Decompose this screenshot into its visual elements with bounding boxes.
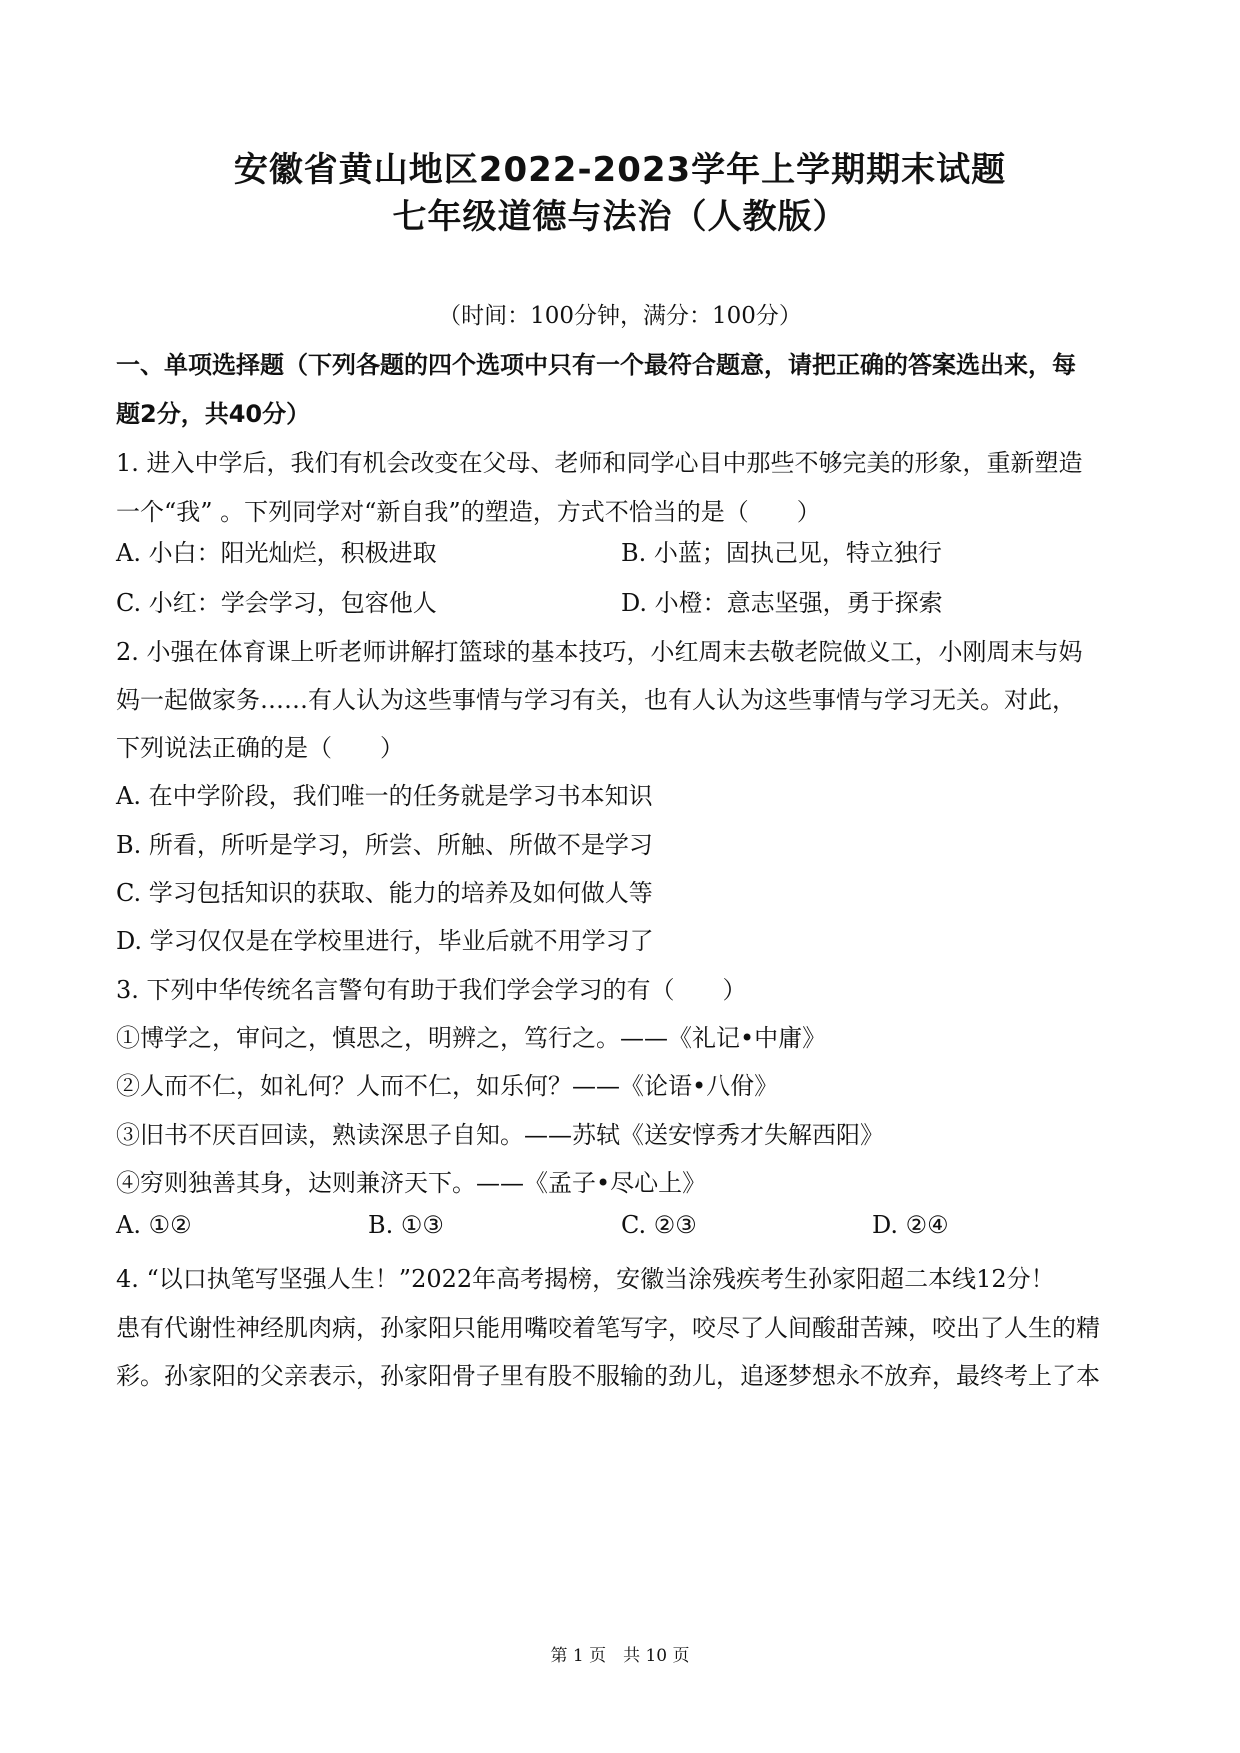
q3-option-a: A. ①② <box>116 1211 192 1239</box>
page-subtitle: 七年级道德与法治（人教版） <box>392 197 848 237</box>
q3-option-d: D. ②④ <box>872 1211 949 1239</box>
q1-stem-line1: 1. 进入中学后，我们有机会改变在父母、老师和同学心目中那些不够完美的形象，重新塑造 <box>116 449 1083 477</box>
q3-option-b: B. ①③ <box>368 1211 444 1239</box>
q3-item-3: ③旧书不厌百回读，熟读深思子自知。——苏轼《送安惇秀才失解西阳》 <box>116 1121 884 1149</box>
q2-option-b: B. 所看，所听是学习，所尝、所触、所做不是学习 <box>116 831 653 859</box>
q1-option-a: A. 小白：阳光灿烂，积极进取 <box>116 539 437 567</box>
q3-stem: 3. 下列中华传统名言警句有助于我们学会学习的有（ ） <box>116 976 747 1004</box>
exam-info: （时间：100分钟，满分：100分） <box>438 303 802 329</box>
q4-stem-line3: 彩。孙家阳的父亲表示，孙家阳骨子里有股不服输的劲儿，追逐梦想永不放弃，最终考上了本 <box>116 1362 1100 1390</box>
q2-stem-line3: 下列说法正确的是（ ） <box>116 734 404 762</box>
q3-item-1: ①博学之，审问之，慎思之，明辨之，笃行之。——《礼记•中庸》 <box>116 1024 827 1052</box>
section-heading-line1: 一、单项选择题（下列各题的四个选项中只有一个最符合题意，请把正确的答案选出来，每 <box>116 351 1076 379</box>
q3-item-2: ②人而不仁，如礼何？人而不仁，如乐何？——《论语•八佾》 <box>116 1072 779 1100</box>
q4-stem-line2: 患有代谢性神经肌肉病，孙家阳只能用嘴咬着笔写字，咬尽了人间酸甜苦辣，咬出了人生的精 <box>116 1314 1100 1342</box>
q3-item-4: ④穷则独善其身，达则兼济天下。——《孟子•尽心上》 <box>116 1169 707 1197</box>
section-heading-line2: 题2分，共40分） <box>116 400 311 428</box>
q4-stem-line1: 4. “以口执笔写坚强人生！”2022年高考揭榜，安徽当涂残疾考生孙家阳超二本线12分！ <box>116 1265 1055 1293</box>
q3-option-c: C. ②③ <box>621 1211 697 1239</box>
q1-option-d: D. 小橙：意志坚强，勇于探索 <box>621 589 943 617</box>
q2-stem-line2: 妈一起做家务……有人认为这些事情与学习有关，也有人认为这些事情与学习无关。对此， <box>116 686 1076 714</box>
q2-option-a: A. 在中学阶段，我们唯一的任务就是学习书本知识 <box>116 782 653 810</box>
page-footer: 第 1 页 共 10 页 <box>550 1646 690 1666</box>
q2-option-d: D. 学习仅仅是在学校里进行，毕业后就不用学习了 <box>116 927 654 955</box>
q2-option-c: C. 学习包括知识的获取、能力的培养及如何做人等 <box>116 879 653 907</box>
q1-option-c: C. 小红：学会学习，包容他人 <box>116 589 437 617</box>
page-title: 安徽省黄山地区2022-2023学年上学期期末试题 <box>233 150 1007 190</box>
q1-stem-line2: 一个“我” 。下列同学对“新自我”的塑造，方式不恰当的是（ ） <box>116 498 821 526</box>
q1-option-b: B. 小蓝；固执己见，特立独行 <box>621 539 942 567</box>
q2-stem-line1: 2. 小强在体育课上听老师讲解打篮球的基本技巧，小红周末去敬老院做义工，小刚周末与妈 <box>116 638 1083 666</box>
